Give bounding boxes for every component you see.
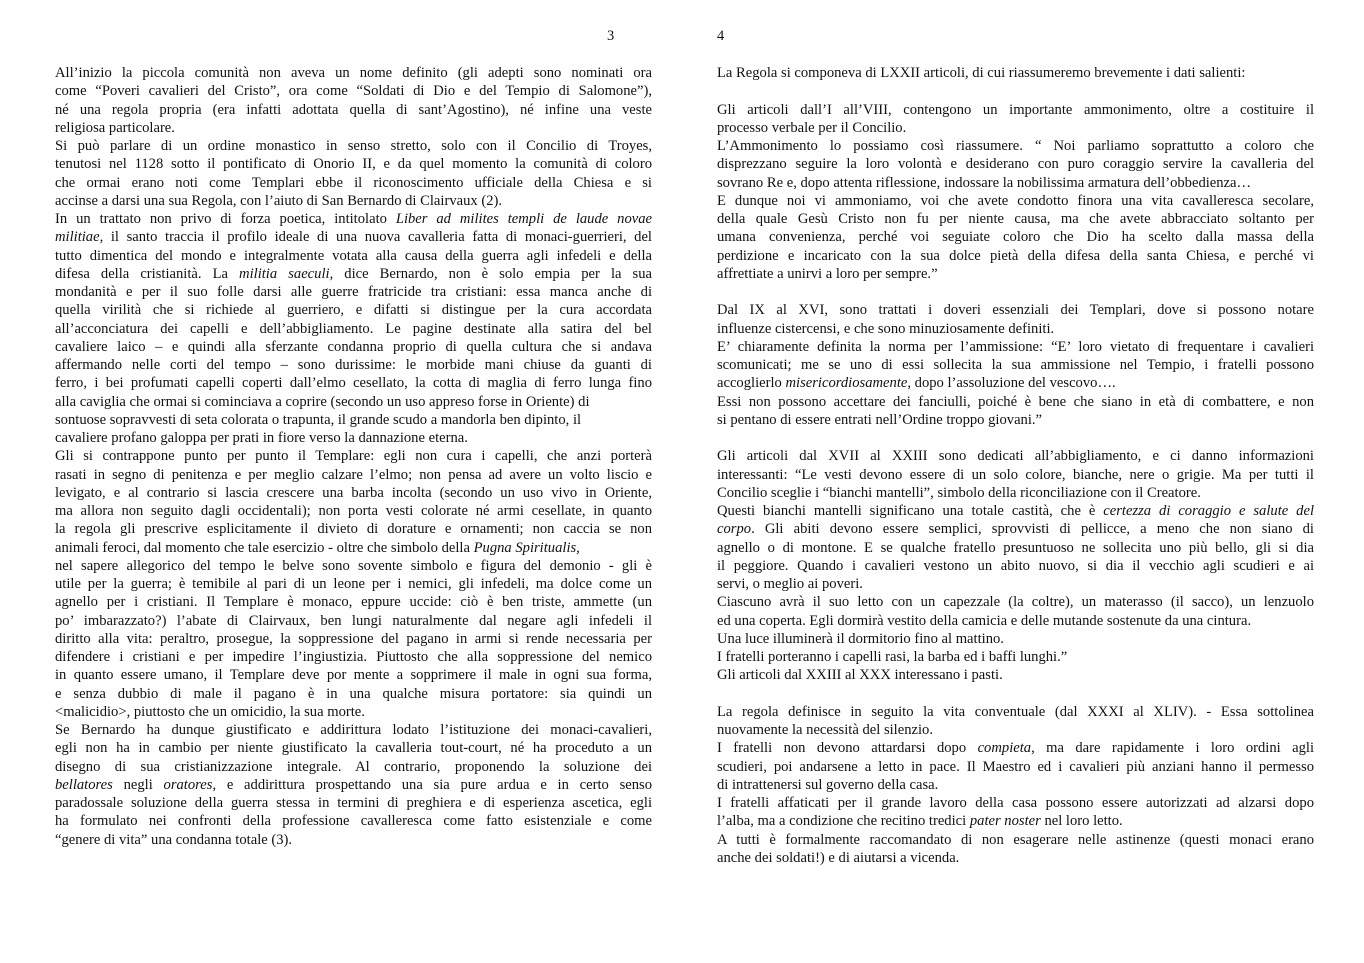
text-line: po’ imbarazzato?) l’abate di Clairvaux, ben lungi naturalmente dal negare agli infedeli il (55, 612, 652, 629)
text-line: La Regola si componeva di LXXII articoli, di cui riassumeremo brevemente i dati salienti: (717, 65, 1246, 81)
text-line: sovrano Re e, dopo attenta riflessione, indossare la nobilissima armatura dell’obbedienza… (717, 174, 1252, 191)
text-line: all’acconciatura dei capelli e dell’abbigliamento. Le pagine destinate alla satira del bel (55, 320, 652, 337)
text-line: A tutti è formalmente raccomandato di non esagerare nelle astinenze (questi monaci erano (717, 831, 1314, 848)
italic-run: Pugna Spiritualis, (473, 539, 580, 556)
text-line: sontuose sopravvesti di seta colorata o trapunta, il grande scudo a mandorla ben dipinto, il (55, 411, 582, 428)
text-line (717, 739, 1314, 757)
text-run: animali feroci, dal momento che tale esercizio - oltre che simbolo della (55, 539, 474, 556)
text-line: religiosa particolare. (55, 119, 175, 136)
text-run: accoglierlo (717, 375, 786, 392)
text-line: Gli articoli dal XXIII al XXX interessano i pasti. (717, 667, 1003, 684)
text-line: interessanti: “Le vesti devono essere di un solo colore, bianche, nere o grigie. Ma per tutti il (717, 466, 1314, 483)
page-number: 4 (717, 28, 725, 44)
text-line: mondanità e per il suo folle darsi alle guerre fratricide tra cristiani: essa manca anche di (55, 284, 652, 300)
blank-line (717, 283, 1314, 301)
text-line: scudieri, poi andarsene a letto in pace. Il Maestro ed i cavalieri più anziani hanno il permesso (717, 758, 1314, 775)
text-line: ferro, i bei profumati capelli coperti dall’elmo cesellato, la cotta di maglia di ferro lunga fino (55, 375, 652, 392)
text-line: Ciascuno avrà il suo letto con un capezzale (la coltre), un materasso (il sacco), un lenzuolo (717, 594, 1314, 611)
text-line: nuovamente la necessità del silenzio. (717, 722, 933, 738)
text-line: paradossale soluzione della guerra stessa in termini di preghiera e di esperienza ascetica, egli (55, 795, 652, 811)
text-line (55, 228, 652, 246)
text-run: . Gli abiti devono essere semplici, sprovvisti di pellicce, a meno che non siano di (751, 521, 1314, 538)
text-line: rasati in segno di penitenza e per meglio calzare l’elmo; non pensa ad avere un volto liscio e (55, 466, 652, 483)
page-body (55, 64, 652, 849)
text-line: influenze cistercensi, e che sono minuziosamente definiti. (717, 320, 1055, 337)
text-line: agnello per i cristiani. Il Templare è monaco, eppure uccide: ciò è ben triste, ammette (un (55, 594, 652, 611)
text-line: egli non ha in cambio per niente giustificato la cavalleria tout-court, né ha proceduto a un (55, 740, 652, 757)
text-line (55, 776, 652, 794)
italic-run: militia saeculi (239, 265, 330, 282)
blank-line (717, 82, 1314, 100)
text-line: anche dei soldati!) e di aiutarsi a vicenda. (717, 849, 960, 866)
text-line: ed una coperta. Egli dormirà vestito della camicia e delle mutande sostenute da una cintura. (717, 612, 1252, 629)
text-line: come “Poveri cavalieri del Cristo”, ora come “Soldati di Dio e del Tempio di Salomone”), (55, 83, 652, 100)
text-line (717, 812, 1314, 830)
italic-run: militiae (55, 229, 100, 246)
text-run: , e addirittura prospettando una sia pure ardua e in certo senso (212, 776, 652, 793)
italic-run: bellatores (55, 776, 113, 793)
text-line: Si può parlare di un ordine monastico in senso stretto, solo con il Concilio di Troyes, (55, 138, 652, 154)
text-line: E dunque noi vi ammoniamo, voi che avete condotto finora una vita cavalleresca secolare, (717, 192, 1314, 209)
italic-run: Liber ad milites templi de laude novae (395, 211, 652, 227)
text-line: Essi non possono accettare dei fanciulli, poiché è bene che siano in età di combattere, e non (717, 393, 1314, 410)
page-body (717, 64, 1314, 867)
text-line (55, 265, 652, 283)
text-line: La regola definisce in seguito la vita conventuale (dal XXXI al XLIV). - Essa sottolinea (717, 703, 1314, 720)
text-line: Dal IX al XVI, sono trattati i doveri essenziali dei Templari, dove si possono notare (717, 302, 1314, 319)
text-run: In un trattato non privo di forza poetica, intitolato (55, 211, 396, 227)
text-run: , il santo traccia il profilo ideale di una nuova cavalleria fatta di monaci-guerrieri, del (99, 229, 652, 246)
text-line: cavaliere profano galoppa per prati in fiore verso la dannazione eterna. (55, 430, 468, 446)
text-line (55, 210, 652, 228)
text-line: della quale Gesù Cristo non fu per niente causa, ma che avete abbracciato soltanto per (717, 211, 1314, 227)
text-line: cavaliere laico – e quindi alla sferzante condanna proprio di quella cultura che si andava (55, 338, 652, 355)
text-run: l’alba, ma a condizione che recitino tredici (717, 813, 970, 830)
text-line: il peggiore. Quando i cavalieri vestono un abito nuovo, si dia il vecchio agli scudieri e ai (717, 557, 1314, 574)
text-line: umana convenienza, perché voi seguiate coloro che Dio ha scelto dalla massa della (717, 229, 1314, 246)
text-line: Una luce illuminerà il dormitorio fino al mattino. (717, 630, 1004, 647)
blank-line (717, 685, 1314, 703)
text-line: in quanto essere umano, il Templare deve por mente a sopprimere il male in ogni sua forma, (55, 667, 652, 684)
text-line: disegno di sua cristianizzazione integrale. Al contrario, proponendo la soluzione dei (55, 758, 652, 775)
text-line: servi, o meglio ai poveri. (717, 576, 863, 592)
text-line: difendere i cristiani e per impedire l’ingiustizia. Piuttosto che alla soppressione del nemico (55, 649, 652, 665)
text-line: diritto alla vita: peraltro, prosegue, la soppressione del pagano in armi si rende necessaria per (55, 630, 652, 647)
text-line: E’ chiaramente definita la norma per l’ammissione: “E’ loro vietato di frequentare i cavalieri (717, 338, 1314, 355)
text-run: difesa della cristianità. La (55, 265, 240, 282)
text-line: All’inizio la piccola comunità non aveva un nome definito (gli adepti sono nominati ora (55, 65, 652, 81)
text-line: I fratelli porteranno i capelli rasi, la barba ed i baffi lunghi.” (717, 649, 1068, 665)
text-line: Concilio sceglie i “bianchi mantelli”, simbolo della riconciliazione con il Creatore. (717, 484, 1201, 501)
text-line: nel sapere allegorico del tempo le belve sono sovente simbolo e figura del demonio - gli è (55, 557, 652, 574)
text-line: ha formulato nei confronti della professione cavalleresca come fatto esistenziale e come (55, 813, 652, 830)
text-line: si pentano di essere entrati nell’Ordine troppo giovani.” (717, 411, 1043, 428)
text-line (717, 374, 1314, 392)
text-line: processo verbale per il Concilio. (717, 119, 907, 136)
text-line: scomunicati; me se uno di essi sollecita la sua ammissione nel Tempio, i fratelli possono (717, 357, 1314, 373)
text-run: nel loro letto. (1040, 813, 1123, 830)
text-run: , dice Bernardo, non è solo empia per la sua (329, 265, 652, 282)
italic-run: corpo (717, 521, 752, 538)
text-line (55, 539, 652, 557)
text-line: quella virilità che si richiede al guerriero, e difatti si distingue per la cura accordata (55, 302, 652, 319)
text-line: disprezzano seguire la loro volontà e desiderano con puro coraggio servire la cavalleria del (717, 156, 1314, 173)
text-line: alla caviglia che ormai si cominciava a coprire (secondo un uso appreso forse in Oriente) di (55, 393, 590, 410)
text-line: accinse a darsi una sua Regola, con l’aiuto di San Bernardo di Clairvaux (2). (55, 192, 502, 209)
text-line: ma allora non seguito dagli occidentali); non porta vesti colorate né armi cesellate, in quanto (55, 503, 652, 519)
text-run: , ma dare rapidamente i loro ordini agli (1031, 740, 1314, 757)
text-line: Gli articoli dall’I all’VIII, contengono un importante ammonimento, oltre a costituire il (717, 101, 1314, 118)
text-line: Gli si contrappone punto per punto il Templare: egli non cura i capelli, che anzi porterà (55, 448, 652, 465)
text-line: “genere di vita” una condanna totale (3). (55, 831, 293, 848)
text-line: tenutosi nel 1128 sotto il pontificato di Onorio II, e da quel momento la comunità di coloro (55, 156, 652, 173)
text-line: Se Bernardo ha dunque giustificato e addirittura lodato l’istituzione dei monaci-cavalieri, (55, 722, 652, 738)
text-line: tutto dimentica del mondo e integralmente votata alla causa della guerra agli infedeli e della (55, 247, 652, 264)
text-line: <malicidio>, piuttosto che un omicidio, la sua morte. (55, 703, 365, 720)
text-line: di intrattenersi sul governo della casa. (717, 776, 939, 793)
text-line: agnello o di montone. E se qualche fratello presuntuoso ne sollecita uno più bello, gli si dia (717, 539, 1314, 556)
italic-run: pater noster (969, 813, 1041, 830)
italic-run: compieta (977, 740, 1032, 757)
text-line: e senza dubbio di male il pagano è in una qualche misura portatore: sia quindi un (55, 685, 652, 702)
text-line: affermando nelle corti del tempo – sono durissime: le morbide mani chiuse da guanti di (55, 357, 652, 373)
blank-line (717, 429, 1314, 447)
italic-run: certezza di coraggio e salute del (1103, 503, 1314, 519)
text-line: che ormai erano noti come Templari ebbe il riconoscimento ufficiale della Chiesa e si (55, 174, 652, 191)
text-run: , dopo l’assoluzione del vescovo…. (907, 375, 1116, 392)
text-line: utile per la guerra; è temibile al pari di un leone per i nemici, gli infedeli, ma dolce come un (55, 576, 652, 592)
text-line: I fratelli affaticati per il grande lavoro della casa possono essere autorizzati ad alzarsi dopo (717, 795, 1314, 811)
text-line: Gli articoli dal XVII al XXIII sono dedicati all’abbigliamento, e ci danno informazioni (717, 448, 1314, 465)
text-line: la regola gli prescrive esplicitamente il divieto di dorature e ornamenti; non caccia se non (55, 521, 652, 538)
text-line (717, 502, 1314, 520)
italic-run: misericordiosamente (785, 375, 908, 392)
italic-run: oratores (163, 776, 213, 793)
text-line (717, 520, 1314, 538)
text-run: Questi bianchi mantelli significano una totale castità, che è (717, 503, 1104, 519)
text-line: L’Ammonimento lo possiamo così riassumere. “ Noi parliamo soprattutto a coloro che (717, 138, 1314, 154)
text-line: affrettiate a unirvi a loro per sempre.” (717, 265, 938, 282)
text-line: né una regola propria (era infatti adottata quella di sant’Agostino), né infine una veste (55, 101, 652, 118)
text-run: negli (112, 776, 164, 793)
page-number: 3 (607, 28, 615, 44)
text-run: I fratelli non devono attardarsi dopo (717, 740, 978, 757)
text-line: levigato, e al contrario si lascia crescere una barba incolta (secondo un uso vivo in Oriente, (55, 484, 652, 501)
text-line: perdizione e incaricato con la sua dolce pietà della difesa della santa Chiesa, e perché vi (717, 247, 1314, 264)
